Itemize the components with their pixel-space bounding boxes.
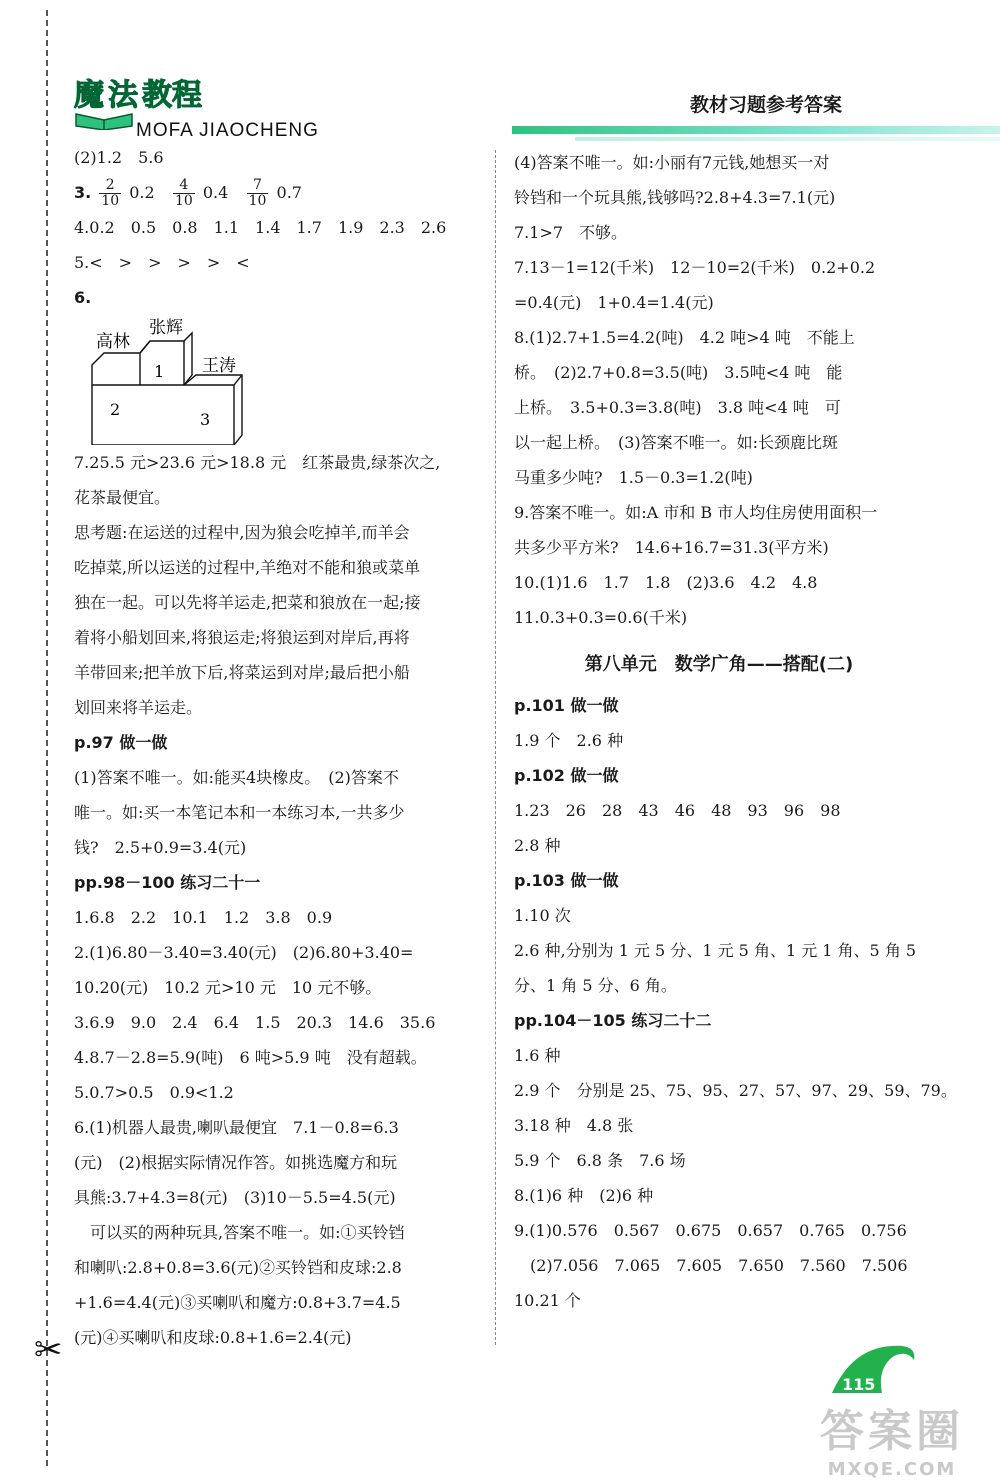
answer-line: 以一起上桥。 (3)答案不唯一。如:长颈鹿比斑 — [514, 433, 839, 452]
answer-line: 上桥。 3.5+0.3=3.8(吨) 3.8 吨<4 吨 可 — [514, 398, 841, 417]
logo-english: MOFA JIAOCHENG — [136, 120, 319, 141]
answer-line: 分、1 角 5 分、6 角。 — [514, 976, 677, 995]
section-heading: p.102 做一做 — [514, 766, 619, 785]
answer-line: 2.8 种 — [514, 836, 561, 855]
answer-line: 1.10 次 — [514, 906, 571, 925]
answer-line: 9.答案不唯一。如:A 市和 B 市人均住房使用面积一 — [514, 503, 878, 522]
answer-line: 3.18 种 4.8 张 — [514, 1116, 634, 1135]
cube-diagram — [74, 315, 434, 445]
answer-line: 10.(1)1.6 1.7 1.8 (2)3.6 4.2 4.8 — [514, 573, 818, 592]
answer-line: 5.0.7>0.5 0.9<1.2 — [74, 1083, 234, 1102]
answer-line: 花茶最便宜。 — [74, 488, 171, 507]
answer-line: (1)答案不唯一。如:能买4块橡皮。 (2)答案不 — [74, 768, 399, 787]
answer-line: 2.(1)6.80－3.40=3.40(元) (2)6.80+3.40= — [74, 943, 414, 962]
label-wangtao: 王涛 — [202, 356, 236, 376]
answer-line: 铃铛和一个玩具熊,钱够吗?2.8+4.3=7.1(元) — [514, 188, 836, 207]
answer-line: 9.(1)0.576 0.567 0.675 0.657 0.765 0.756 — [514, 1221, 907, 1240]
answer-7: 7.25.5 元>23.6 元>18.8 元 红茶最贵,绿茶次之, — [74, 453, 441, 472]
answer-line: 1.9 个 2.6 种 — [514, 731, 624, 750]
block-number: 2 — [110, 400, 121, 419]
label-gaolin: 高林 — [96, 332, 130, 352]
answer-line: 4.8.7－2.8=5.9(吨) 6 吨>5.9 吨 没有超载。 — [74, 1048, 427, 1067]
answer-line: 10.20(元) 10.2 元>10 元 10 元不够。 — [74, 978, 382, 997]
page-header-title: 教材习题参考答案 — [690, 94, 843, 116]
section-heading: p.101 做一做 — [514, 696, 619, 715]
answer-line: 6.(1)机器人最贵,喇叭最便宜 7.1－0.8=6.3 — [74, 1118, 399, 1137]
fraction: $\frac{7}{10}$ — [248, 177, 267, 209]
answer-line: 羊带回来;把羊放下后,将菜运到对岸;最后把小船 — [74, 663, 410, 682]
answer-line: 1.23 26 28 43 46 48 93 96 98 — [514, 801, 841, 820]
fraction: $\frac{2}{10}$ — [101, 177, 120, 209]
header-bar-thin — [575, 137, 1000, 141]
answer-line: 吃掉菜,所以运送的过程中,羊绝对不能和狼或菜单 — [74, 558, 421, 577]
answer-line: 可以买的两种玩具,答案不唯一。如:①买铃铛 — [74, 1223, 405, 1242]
page-number: 115 — [842, 1375, 876, 1394]
answer-line: (2)7.056 7.065 7.605 7.650 7.560 7.506 — [514, 1256, 908, 1275]
answer-line: 11.0.3+0.3=0.6(千米) — [514, 608, 688, 627]
answer-6: 6. — [74, 288, 92, 307]
answer-line: 5.9 个 6.8 条 7.6 场 — [514, 1151, 686, 1170]
section-heading: pp.98－100 练习二十一 — [74, 873, 261, 892]
answer-line: 8.(1)6 种 (2)6 种 — [514, 1186, 654, 1205]
block-number: 3 — [200, 410, 211, 429]
fraction: $\frac{4}{10}$ — [174, 177, 193, 209]
label-zhanghui: 张辉 — [149, 318, 183, 338]
right-column — [514, 145, 957, 1318]
answer-line: 8.(1)2.7+1.5=4.2(吨) 4.2 吨>4 吨 不能上 — [514, 328, 855, 347]
answer-line: 7.1>7 不够。 — [514, 223, 628, 242]
watermark: 答案圈 MXQE.COM — [820, 1406, 964, 1480]
answer-line: 具熊:3.7+4.3=8(元) (3)10－5.5=4.5(元) — [74, 1188, 396, 1207]
answer-line: 共多少平方米? 14.6+16.7=31.3(平方米) — [514, 538, 829, 557]
section-heading: p.97 做一做 — [74, 733, 168, 752]
answer-line: 唯一。如:买一本笔记本和一本练习本,一共多少 — [74, 803, 405, 822]
section-heading: p.103 做一做 — [514, 871, 619, 890]
answer-line: 3.6.9 9.0 2.4 6.4 1.5 20.3 14.6 35.6 — [74, 1013, 436, 1032]
section-heading: pp.104－105 练习二十二 — [514, 1011, 712, 1030]
answer-5: 5.< > > > > < — [74, 253, 250, 272]
scissors-icon: ✂ — [34, 1330, 63, 1370]
answer-line: 马重多少吨? 1.5－0.3=1.2(吨) — [514, 468, 753, 487]
column-divider — [495, 150, 496, 1345]
answer-line: 7.13－1=12(千米) 12－10=2(千米) 0.2+0.2 — [514, 258, 876, 277]
answer-line: 1.6.8 2.2 10.1 1.2 3.8 0.9 — [74, 908, 333, 927]
answer-line: (元)④买喇叭和皮球:0.8+1.6=2.4(元) — [74, 1328, 352, 1347]
answer-line: 1.6 种 — [514, 1046, 561, 1065]
answer-line: +1.6=4.4(元)③买喇叭和魔方:0.8+3.7=4.5 — [74, 1293, 401, 1312]
thinking-question: 思考题:在运送的过程中,因为狼会吃掉羊,而羊会 — [74, 523, 410, 542]
answer-line: 独在一起。可以先将羊运走,把菜和狼放在一起;接 — [74, 593, 421, 612]
block-figure — [74, 315, 434, 445]
answer-line: 10.21 个 — [514, 1291, 581, 1310]
answer-3: 3. $\frac{2}{10}$ 0.2 $\frac{4}{10}$ 0.4 $\frac{7}{10}$ 0.7 — [74, 177, 302, 209]
answer-line: 2.9 个 分别是 25、75、95、27、57、97、29、59、79。 — [514, 1081, 957, 1100]
answer-line: (元) (2)根据实际情况作答。如挑选魔方和玩 — [74, 1153, 398, 1172]
brand-logo — [72, 70, 372, 150]
answer-line: 着将小船划回来,将狼运走;将狼运到对岸后,再将 — [74, 628, 410, 647]
cut-line — [46, 10, 48, 1466]
answer-line: (4)答案不唯一。如:小丽有7元钱,她想买一对 — [514, 153, 830, 172]
unit-title: 第八单元 数学广角——搭配(二) — [584, 654, 854, 675]
answer-line: 2.6 种,分别为 1 元 5 分、1 元 5 角、1 元 1 角、5 角 5 — [514, 941, 917, 960]
block-number: 1 — [154, 362, 165, 381]
answer-4: 4.0.2 0.5 0.8 1.1 1.4 1.7 1.9 2.3 2.6 — [74, 218, 447, 237]
logo-text: 魔 法 教程 — [74, 78, 202, 113]
answer-line: =0.4(元) 1+0.4=1.4(元) — [514, 293, 714, 312]
answer-line: 和喇叭:2.8+0.8=3.6(元)②买铃铛和皮球:2.8 — [74, 1258, 402, 1277]
answer-line: 划回来将羊运走。 — [74, 698, 203, 717]
answer-line: 钱? 2.5+0.9=3.4(元) — [74, 838, 247, 857]
left-column — [74, 140, 479, 1355]
book-icon — [74, 110, 134, 130]
answer-line: (2)1.2 5.6 — [74, 148, 164, 167]
page-number-badge — [822, 1338, 922, 1398]
answer-line: 桥。 (2)2.7+0.8=3.5(吨) 3.5吨<4 吨 能 — [514, 363, 843, 382]
header-bar — [512, 126, 1000, 134]
